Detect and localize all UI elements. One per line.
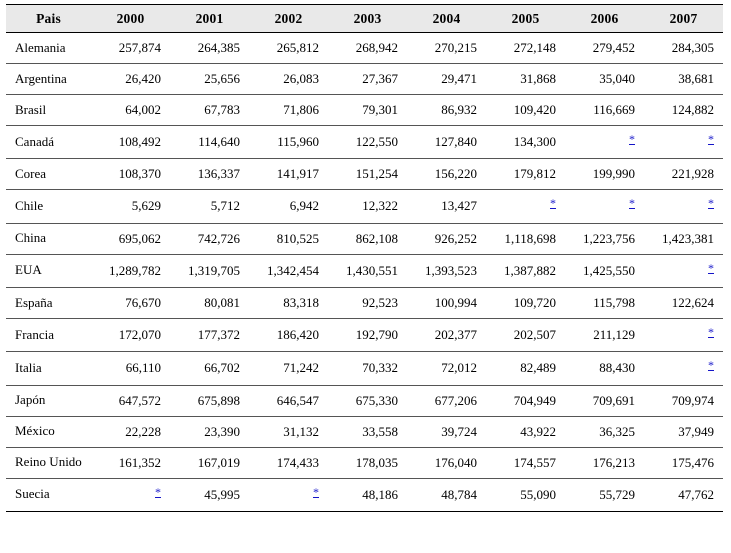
value-cell: 1,423,381 [644,223,723,254]
value-cell: 13,427 [407,190,486,223]
value-cell: 646,547 [249,385,328,416]
value-cell: 186,420 [249,318,328,351]
value-cell: 175,476 [644,447,723,478]
value-cell: 109,720 [486,287,565,318]
value-cell: 83,318 [249,287,328,318]
value-cell: 257,874 [91,33,170,64]
value-cell: 100,994 [407,287,486,318]
footnote-marker-icon[interactable]: * [708,358,714,373]
table-row [6,416,723,447]
document-page [0,4,731,553]
value-cell: 268,942 [328,33,407,64]
value-cell: 177,372 [170,318,249,351]
value-cell: 116,669 [565,95,644,126]
country-cell: Chile [6,190,91,223]
value-cell: 264,385 [170,33,249,64]
value-cell: 862,108 [328,223,407,254]
value-cell: 1,430,551 [328,254,407,287]
value-cell: 1,342,454 [249,254,328,287]
value-cell: 48,186 [328,478,407,511]
value-cell: 66,110 [91,352,170,385]
value-cell: 136,337 [170,159,249,190]
value-cell: 192,790 [328,318,407,351]
value-cell: 272,148 [486,33,565,64]
column-header-2003: 2003 [328,5,407,33]
value-cell: 37,949 [644,416,723,447]
value-cell: 1,319,705 [170,254,249,287]
country-cell: Reino Unido [6,447,91,478]
value-cell: 176,040 [407,447,486,478]
value-cell: 71,806 [249,95,328,126]
value-cell: 124,882 [644,95,723,126]
statistics-table [6,4,723,512]
value-cell: 39,724 [407,416,486,447]
footnote-marker-icon[interactable]: * [629,132,635,146]
value-cell: 926,252 [407,223,486,254]
footnote-marker-icon[interactable]: * [313,484,319,499]
column-header-2006: 2006 [565,5,644,33]
value-cell: 108,370 [91,159,170,190]
column-header-2002: 2002 [249,5,328,33]
value-cell: 33,558 [328,416,407,447]
footnote-marker-icon[interactable]: * [550,196,556,211]
country-cell: Canadá [6,126,91,159]
value-cell: 70,332 [328,352,407,385]
footnote-cell [565,190,644,223]
country-cell: Francia [6,318,91,351]
value-cell: 115,798 [565,287,644,318]
value-cell: 122,550 [328,126,407,159]
value-cell: 66,702 [170,352,249,385]
column-header-2000: 2000 [91,5,170,33]
footnote-cell [486,190,565,223]
footnote-marker-icon[interactable]: * [708,132,714,146]
table-row [6,478,723,511]
footnote-marker-icon[interactable]: * [155,484,161,499]
value-cell: 127,840 [407,126,486,159]
value-cell: 76,670 [91,287,170,318]
value-cell: 695,062 [91,223,170,254]
value-cell: 55,090 [486,478,565,511]
footnote-cell [644,190,723,223]
country-cell: EUA [6,254,91,287]
value-cell: 82,489 [486,352,565,385]
value-cell: 156,220 [407,159,486,190]
value-cell: 55,729 [565,478,644,511]
value-cell: 675,898 [170,385,249,416]
value-cell: 27,367 [328,64,407,95]
table-row [6,447,723,478]
value-cell: 80,081 [170,287,249,318]
table-row [6,352,723,385]
column-header-2001: 2001 [170,5,249,33]
value-cell: 43,922 [486,416,565,447]
country-cell: Italia [6,352,91,385]
table-body [6,33,723,512]
value-cell: 704,949 [486,385,565,416]
value-cell: 25,656 [170,64,249,95]
value-cell: 1,223,756 [565,223,644,254]
value-cell: 742,726 [170,223,249,254]
value-cell: 38,681 [644,64,723,95]
value-cell: 265,812 [249,33,328,64]
value-cell: 675,330 [328,385,407,416]
value-cell: 270,215 [407,33,486,64]
column-header-2004: 2004 [407,5,486,33]
country-cell: México [6,416,91,447]
value-cell: 211,129 [565,318,644,351]
value-cell: 31,132 [249,416,328,447]
value-cell: 5,629 [91,190,170,223]
value-cell: 36,325 [565,416,644,447]
value-cell: 109,420 [486,95,565,126]
value-cell: 47,762 [644,478,723,511]
table-row [6,126,723,159]
table-row [6,385,723,416]
column-header-2005: 2005 [486,5,565,33]
value-cell: 115,960 [249,126,328,159]
value-cell: 1,425,550 [565,254,644,287]
value-cell: 167,019 [170,447,249,478]
table-row [6,159,723,190]
footnote-cell [644,352,723,385]
footnote-cell [644,318,723,351]
footnote-marker-icon[interactable]: * [708,260,714,275]
country-cell: Corea [6,159,91,190]
value-cell: 108,492 [91,126,170,159]
value-cell: 31,868 [486,64,565,95]
value-cell: 199,990 [565,159,644,190]
value-cell: 677,206 [407,385,486,416]
value-cell: 202,507 [486,318,565,351]
table-row [6,95,723,126]
value-cell: 174,433 [249,447,328,478]
value-cell: 26,420 [91,64,170,95]
value-cell: 178,035 [328,447,407,478]
value-cell: 92,523 [328,287,407,318]
value-cell: 709,974 [644,385,723,416]
value-cell: 35,040 [565,64,644,95]
value-cell: 279,452 [565,33,644,64]
value-cell: 48,784 [407,478,486,511]
value-cell: 12,322 [328,190,407,223]
value-cell: 1,289,782 [91,254,170,287]
country-cell: Argentina [6,64,91,95]
footnote-cell [565,126,644,159]
table-row [6,64,723,95]
value-cell: 179,812 [486,159,565,190]
table-row [6,254,723,287]
value-cell: 67,783 [170,95,249,126]
value-cell: 1,387,882 [486,254,565,287]
value-cell: 1,393,523 [407,254,486,287]
value-cell: 122,624 [644,287,723,318]
country-cell: Suecia [6,478,91,511]
country-cell: Brasil [6,95,91,126]
value-cell: 64,002 [91,95,170,126]
value-cell: 71,242 [249,352,328,385]
table-header-row [6,5,723,33]
value-cell: 5,712 [170,190,249,223]
country-cell: Japón [6,385,91,416]
value-cell: 45,995 [170,478,249,511]
footnote-marker-icon[interactable]: * [629,196,635,211]
country-cell: Alemania [6,33,91,64]
value-cell: 114,640 [170,126,249,159]
value-cell: 86,932 [407,95,486,126]
value-cell: 23,390 [170,416,249,447]
value-cell: 88,430 [565,352,644,385]
value-cell: 29,471 [407,64,486,95]
value-cell: 6,942 [249,190,328,223]
column-header-2007: 2007 [644,5,723,33]
value-cell: 151,254 [328,159,407,190]
table-row [6,223,723,254]
table-row [6,318,723,351]
value-cell: 172,070 [91,318,170,351]
value-cell: 79,301 [328,95,407,126]
value-cell: 284,305 [644,33,723,64]
value-cell: 202,377 [407,318,486,351]
value-cell: 174,557 [486,447,565,478]
value-cell: 141,917 [249,159,328,190]
footnote-cell [644,254,723,287]
country-cell: España [6,287,91,318]
value-cell: 221,928 [644,159,723,190]
footnote-cell [249,478,328,511]
value-cell: 26,083 [249,64,328,95]
footnote-cell [91,478,170,511]
value-cell: 176,213 [565,447,644,478]
value-cell: 22,228 [91,416,170,447]
footnote-marker-icon[interactable]: * [708,196,714,211]
table-row [6,33,723,64]
column-header-country: Pais [6,5,91,33]
table-row [6,287,723,318]
footnote-cell [644,126,723,159]
footnote-marker-icon[interactable]: * [708,324,714,339]
value-cell: 810,525 [249,223,328,254]
table-row [6,190,723,223]
value-cell: 647,572 [91,385,170,416]
value-cell: 1,118,698 [486,223,565,254]
value-cell: 72,012 [407,352,486,385]
value-cell: 161,352 [91,447,170,478]
country-cell: China [6,223,91,254]
value-cell: 709,691 [565,385,644,416]
table-header [6,5,723,33]
value-cell: 134,300 [486,126,565,159]
